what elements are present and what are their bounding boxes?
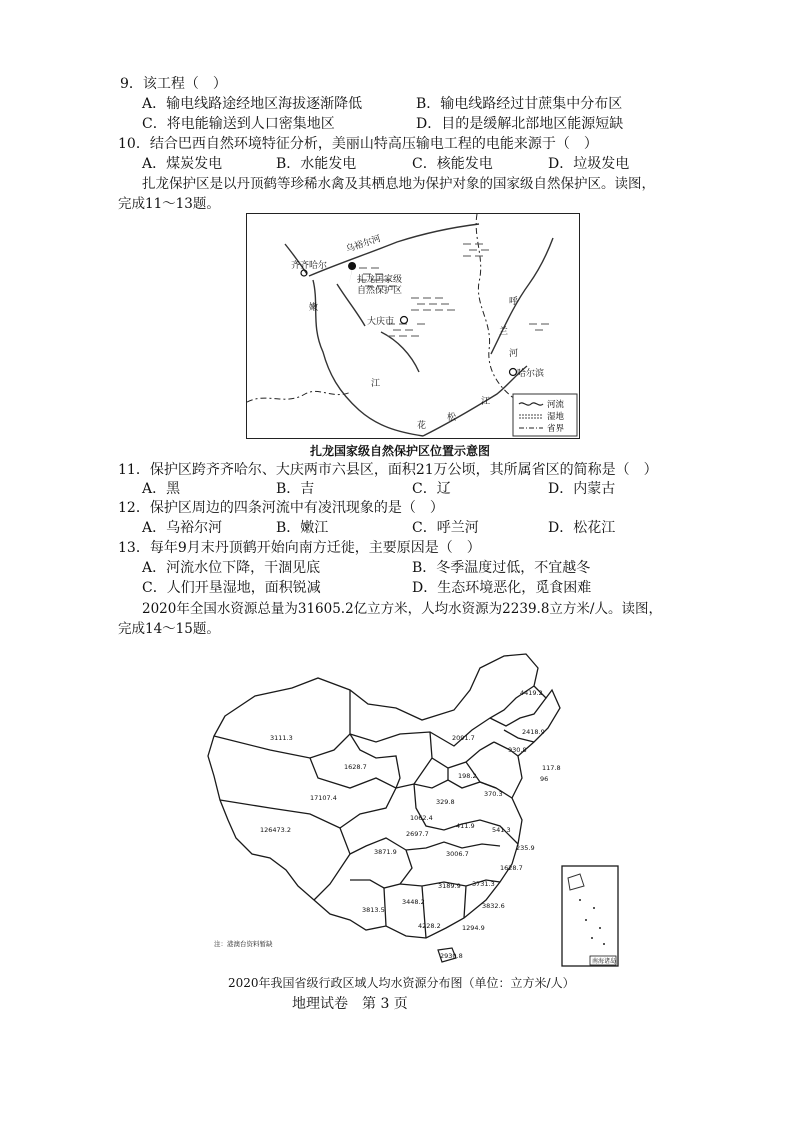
- value-ningxia: 2697.7: [406, 830, 429, 838]
- value-jilin: 2418.9: [522, 728, 545, 736]
- map1-caption: 扎龙国家级自然保护区位置示意图: [310, 444, 491, 458]
- question-12-option-b: B．嫩江: [276, 520, 329, 536]
- south-china-sea-inset: [562, 866, 618, 966]
- label-jiang: 江: [371, 379, 381, 389]
- question-10-option-c: C．核能发电: [412, 156, 493, 172]
- harbin-marker: [510, 369, 517, 376]
- question-13-option-c: C．人们开垦湿地，面积锐减: [142, 580, 321, 596]
- value-tianjin: 117.8: [542, 764, 561, 772]
- label-lan: 兰: [499, 327, 509, 337]
- question-12-option-d: D．松花江: [548, 520, 616, 536]
- wetland-marks-2: [411, 298, 455, 310]
- value-jiangsu: 541.3: [492, 826, 511, 834]
- question-12-option-a: A．乌裕尔河: [142, 520, 223, 536]
- label-harbin: 哈尔滨: [517, 369, 545, 379]
- value-liaoning: 930.8: [508, 746, 527, 754]
- legend-river: 河流: [547, 400, 565, 410]
- xinjiang-border: [214, 690, 350, 758]
- question-13-stem: 13．每年9月末丹顶鹤开始向南方迁徙，主要原因是（ ）: [118, 540, 481, 556]
- passage-zhalong-line2: 完成11～13题。: [118, 196, 220, 212]
- question-9-option-b: B．输电线路经过甘蔗集中分布区: [416, 96, 623, 112]
- label-hu: 呼: [509, 297, 519, 307]
- question-12-stem: 12．保护区周边的四条河流中有凌汛现象的是（ ）: [118, 500, 444, 516]
- question-13-option-d: D．生态环境恶化，觅食困难: [412, 580, 592, 596]
- province-border: [476, 214, 519, 402]
- question-9-option-d: D．目的是缓解北部地区能源短缺: [416, 116, 624, 132]
- label-jiang2: 江: [481, 397, 491, 407]
- label-reserve-2: 自然保护区: [357, 286, 403, 296]
- value-neimenggu: 2091.7: [452, 734, 475, 742]
- value-sichuan: 3871.9: [374, 848, 397, 856]
- label-song: 松: [447, 413, 457, 423]
- passage-water-line1: 2020年全国水资源总量为31605.2亿立方米，人均水资源为2239.8立方米/人。读图，: [142, 601, 662, 617]
- value-hebei: 198.2: [458, 772, 477, 780]
- question-13-option-a: A．河流水位下降，干涸见底: [142, 560, 321, 576]
- question-11-option-c: C．辽: [412, 481, 451, 497]
- question-11-option-d: D．内蒙古: [548, 481, 616, 497]
- label-wuyuer: 乌裕尔河: [344, 234, 383, 255]
- value-shaanxi: 1062.4: [410, 814, 433, 822]
- question-11-option-b: B．吉: [276, 481, 315, 497]
- nen-river: [313, 280, 423, 436]
- value-hubei: 3006.7: [446, 850, 469, 858]
- zhalong-map: [247, 214, 579, 438]
- songhua-river: [423, 366, 527, 436]
- daqing-marker: [401, 317, 408, 324]
- legend-border: 省界: [547, 424, 565, 434]
- map2-note: 注：港澳台资料暂缺: [214, 940, 273, 948]
- neimenggu-border: [350, 686, 534, 746]
- question-9-option-a: A．输电线路途经地区海拔逐渐降低: [142, 96, 363, 112]
- value-guangxi: 4228.2: [418, 922, 441, 930]
- province-values: [260, 689, 561, 960]
- reserve-pin-icon: [348, 262, 356, 284]
- question-10-option-a: A．煤炭发电: [142, 156, 223, 172]
- question-10-stem: 10．结合巴西自然环境特征分析，美丽山特高压输电工程的电能来源于（ ）: [118, 136, 598, 152]
- value-gansu: 1628.7: [344, 763, 367, 771]
- label-hua: 花: [417, 421, 427, 431]
- question-11-stem: 11．保护区跨齐齐哈尔、大庆两市六县区，面积21万公顷，其所属省区的简称是（ ）: [118, 462, 658, 478]
- question-11-option-a: A．黑: [142, 481, 181, 497]
- value-xizang: 126473.2: [260, 826, 292, 834]
- sichuan-border: [350, 838, 412, 888]
- page-footer: 地理试卷 第 3 页: [292, 996, 408, 1012]
- passage-water-line2: 完成14～15题。: [118, 621, 220, 637]
- value-zhejiang: 1628.7: [500, 864, 523, 872]
- xizang-border: [220, 800, 350, 900]
- value-xinjiang: 3111.3: [270, 734, 293, 742]
- question-9-option-c: C．将电能输送到人口密集地区: [142, 116, 335, 132]
- map1-legend: [513, 394, 577, 436]
- wetland-marks-4: [463, 244, 549, 330]
- label-daqing: 大庆市: [367, 317, 395, 327]
- china-water-map: [200, 638, 620, 988]
- question-10-option-b: B．水能发电: [276, 156, 357, 172]
- value-henan: 411.9: [456, 822, 475, 830]
- value-guangdong: 1294.9: [462, 924, 485, 932]
- question-10-option-d: D．垃圾发电: [548, 156, 630, 172]
- map2-caption: 2020年我国省级行政区域人均水资源分布图（单位：立方米/人）: [228, 976, 575, 990]
- value-yunnan: 3813.5: [362, 906, 385, 914]
- value-jiangxi: 3731.3: [472, 880, 495, 888]
- value-shanxi: 329.8: [436, 798, 455, 806]
- wuyuer-river: [309, 224, 479, 276]
- value-fujian: 3832.6: [482, 902, 505, 910]
- value-hainan: 2930.8: [440, 952, 463, 960]
- label-he: 河: [509, 349, 519, 359]
- inset-label: 南海诸岛: [592, 958, 617, 965]
- question-12-option-c: C．呼兰河: [412, 520, 479, 536]
- question-9-stem: 9．该工程（ ）: [120, 76, 227, 92]
- passage-zhalong-line1: 扎龙保护区是以丹顶鹤等珍稀水禽及其栖息地为保护对象的国家级自然保护区。读图，: [142, 176, 655, 192]
- label-qiqihar: 齐齐哈尔: [291, 261, 328, 271]
- value-hunan: 3189.9: [438, 882, 461, 890]
- value-beijing: 96: [540, 775, 549, 783]
- value-qinghai: 17107.4: [310, 794, 337, 802]
- label-nen: 嫩: [309, 303, 319, 313]
- value-shandong: 370.3: [484, 790, 503, 798]
- value-heilongjiang: 4419.2: [520, 689, 543, 697]
- legend-wetland: 湿地: [547, 412, 565, 422]
- value-shanghai: 235.9: [516, 844, 535, 852]
- value-guizhou: 3448.2: [402, 898, 425, 906]
- question-13-option-b: B．冬季温度过低，不宜越冬: [412, 560, 591, 576]
- label-reserve-1: 扎龙国家级: [357, 275, 403, 285]
- heilongjiang-border: [490, 698, 546, 726]
- zhalong-map-frame: [246, 213, 580, 439]
